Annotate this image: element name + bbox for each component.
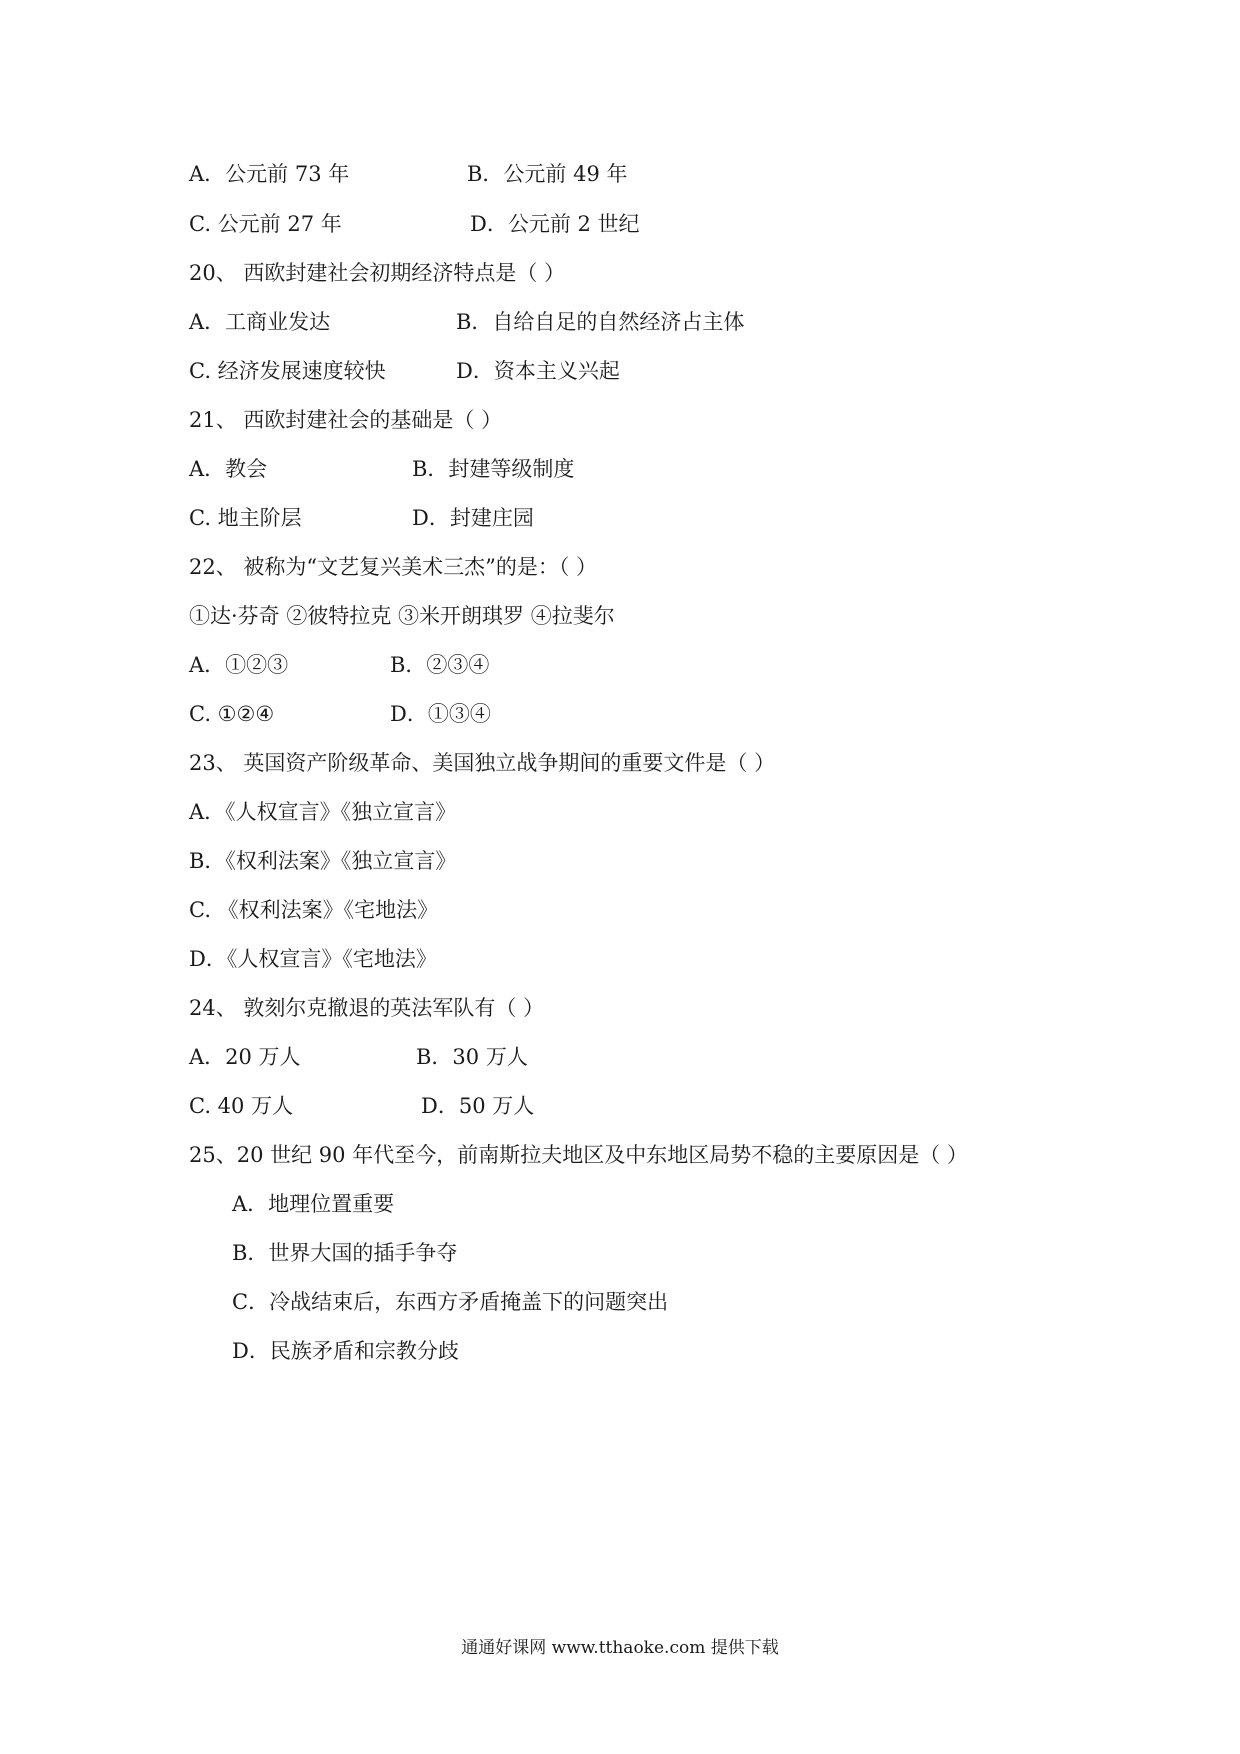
q23-option-b: B．《权利法案》《独立宣言》 [189,849,457,873]
q21-option-c: C. 地主阶层 [189,506,302,530]
q23-stem: 23、 英国资产阶级革命、美国独立战争期间的重要文件是（ ） [189,751,776,775]
q24-stem: 24、 敦刻尔克撤退的英法军队有（ ） [189,996,545,1020]
q22-option-b: B．②③④ [390,653,490,677]
q25-stem: 25、20 世纪 90 年代至今，前南斯拉夫地区及中东地区局势不稳的主要原因是（ ） [189,1143,968,1167]
q23-option-a: A．《人权宣言》《独立宣言》 [189,800,457,824]
q25-option-b: B．世界大国的插手争夺 [232,1241,458,1265]
q24-option-c: C. 40 万人 [189,1094,294,1118]
q25-option-d: D．民族矛盾和宗教分歧 [232,1339,459,1363]
q24-option-a: A．20 万人 [189,1045,301,1069]
q23-option-d: D．《人权宣言》《宅地法》 [189,947,437,971]
q20-option-b: B．自给自足的自然经济占主体 [456,310,745,334]
q22-option-a: A．①②③ [189,653,289,677]
q22-stem: 22、 被称为“文艺复兴美术三杰”的是：（ ） [189,555,598,579]
q19-option-b: B．公元前 49 年 [467,162,628,186]
q25-option-c: C．冷战结束后，东西方矛盾掩盖下的问题突出 [232,1290,669,1314]
q20-option-d: D．资本主义兴起 [456,359,620,383]
q22-items: ①达·芬奇 ②彼特拉克 ③米开朗琪罗 ④拉斐尔 [189,604,615,628]
q20-option-a: A．工商业发达 [189,310,331,334]
q21-option-d: D．封建庄园 [412,506,534,530]
q19-option-d: D．公元前 2 世纪 [470,212,640,236]
q19-option-a: A．公元前 73 年 [189,162,350,186]
q20-stem: 20、 西欧封建社会初期经济特点是（ ） [189,261,566,285]
q21-option-b: B．封建等级制度 [412,457,575,481]
q24-option-b: B．30 万人 [416,1045,528,1069]
q22-option-c: C. ①②④ [189,702,275,726]
q19-option-c: C. 公元前 27 年 [189,212,342,236]
q22-option-d: D．①③④ [390,702,491,726]
q20-option-c: C. 经济发展速度较快 [189,359,386,383]
page-footer: 通通好课网 www.tthaoke.com 提供下载 [461,1638,779,1658]
q25-option-a: A．地理位置重要 [232,1192,395,1216]
q23-option-c: C. 《权利法案》《宅地法》 [189,898,439,922]
q21-option-a: A．教会 [189,457,268,481]
q21-stem: 21、 西欧封建社会的基础是（ ） [189,408,503,432]
q24-option-d: D．50 万人 [421,1094,535,1118]
